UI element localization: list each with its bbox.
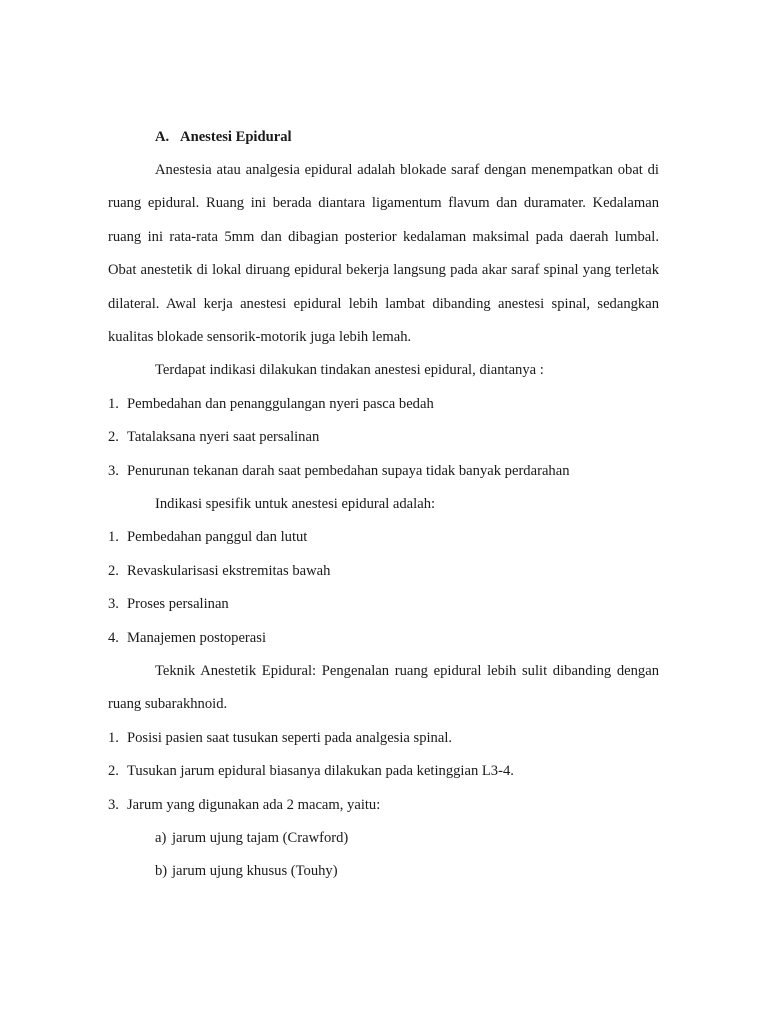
list-item [108, 455, 659, 488]
list-number: 2. [108, 562, 119, 579]
list-item [108, 421, 659, 454]
list-text: Proses persalinan [127, 596, 229, 613]
list-text: Jarum yang digunakan ada 2 macam, yaitu: [127, 796, 381, 813]
list-item [108, 722, 659, 755]
list-item [108, 622, 659, 655]
sub-list-item [108, 855, 659, 888]
list-text: Tatalaksana nyeri saat persalinan [127, 429, 320, 446]
list-text: Revaskularisasi ekstremitas bawah [127, 562, 331, 579]
indications-intro: Terdapat indikasi dilakukan tindakan anestesi epidural, diantanya : [155, 362, 544, 379]
list-item [108, 588, 659, 621]
list-number: 2. [108, 763, 119, 780]
list-number: 4. [108, 629, 119, 646]
list-item [108, 789, 659, 822]
list-number: 3. [108, 462, 119, 479]
intro-paragraph: Anestesia atau analgesia epidural adalah blokade saraf dengan menempatkan obat di ruang epidural. Ruang ini berada diantara ligamentum flavum dan duramater. Kedalaman ruang ini rata-rata 5mm dan dibagian posterior kedalaman maksimal pada daerah lumbal. Obat anestetik di lokal diruang epidural bekerja langsung pada akar saraf spinal yang terletak dilateral. Awal kerja anestesi epidural lebih lambat dibanding anestesi spinal, sedangkan kualitas blokade sensorik-motorik juga lebih lemah. [108, 162, 659, 346]
section-heading [108, 120, 659, 154]
list-item [108, 521, 659, 554]
list-text: Penurunan tekanan darah saat pembedahan supaya tidak banyak perdarahan [127, 462, 570, 479]
list-number: 1. [108, 729, 119, 746]
list-number: 3. [108, 596, 119, 613]
technique-intro: Teknik Anestetik Epidural: Pengenalan ruang epidural lebih sulit dibanding dengan ruang subarakhnoid. [108, 662, 659, 713]
section-title: Anestesi Epidural [180, 129, 292, 145]
list-number: 1. [108, 529, 119, 546]
list-item [108, 755, 659, 788]
list-text: Manajemen postoperasi [127, 629, 267, 646]
sub-list-letter: b) [155, 863, 168, 880]
sub-list-item [108, 822, 659, 855]
sub-list-text: jarum ujung khusus (Touhy) [172, 863, 338, 880]
list-text: Pembedahan panggul dan lutut [127, 529, 308, 546]
list-text: Pembedahan dan penanggulangan nyeri pasca bedah [127, 395, 434, 412]
document-content [108, 120, 659, 889]
sub-list-text: jarum ujung tajam (Crawford) [172, 829, 349, 846]
list-text: Tusukan jarum epidural biasanya dilakukan pada ketinggian L3-4. [127, 763, 514, 780]
list-text: Posisi pasien saat tusukan seperti pada analgesia spinal. [127, 729, 453, 746]
list-number: 3. [108, 796, 119, 813]
list-number: 1. [108, 395, 119, 412]
list-item [108, 555, 659, 588]
specific-indications-intro: Indikasi spesifik untuk anestesi epidural adalah: [155, 496, 436, 512]
list-item [108, 388, 659, 421]
list-number: 2. [108, 429, 119, 446]
sub-list-letter: a) [155, 829, 167, 846]
section-number: A. [155, 129, 170, 145]
